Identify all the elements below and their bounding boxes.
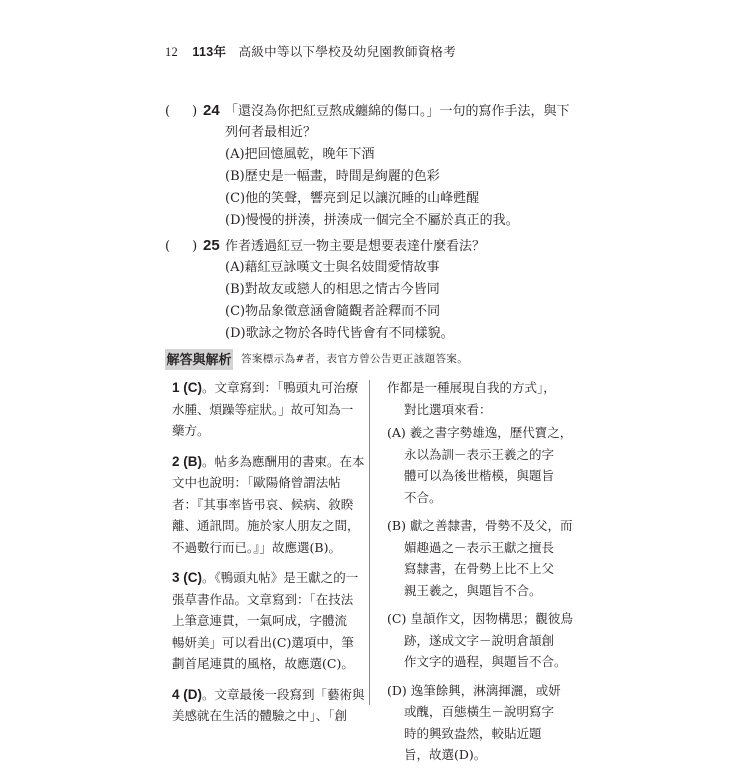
answer-text: 者：『其事率皆弔哀、候病、敘睽	[172, 496, 354, 512]
option-text: 皇頡作文，因物構思；觀彼鳥	[410, 611, 573, 626]
answer-continuation	[387, 377, 583, 420]
answer-text: 對比選項來看：	[404, 401, 492, 417]
option-label: (B)	[387, 518, 406, 533]
answer-text: 。《鴨頭丸帖》是王獻之的一	[202, 570, 359, 585]
column-divider	[369, 380, 370, 705]
option-b: (B)對故友或戀人的相思之情古今皆同	[225, 282, 440, 297]
question-stem: 「還沒為你把紅豆熬成纏綿的傷口。」一句的寫作手法，與下	[225, 104, 570, 119]
option-d: (D)歌詠之物於各時代皆會有不同樣貌。	[225, 326, 454, 341]
option-text: 時的興致盎然，較貼近題	[404, 725, 542, 741]
answer-text: 藥方。	[172, 423, 210, 438]
option-a: (A)把回憶風乾，晚年下酒	[225, 147, 375, 162]
option-text: 永以為訓－表示王羲之的字	[404, 446, 555, 462]
analysis-option-d	[387, 680, 583, 766]
question-stem-line: 列何者最相近？	[225, 125, 317, 140]
option-text: 不合。	[404, 489, 442, 505]
analysis-option-a	[387, 422, 583, 508]
answer-item	[172, 684, 365, 727]
answer-text: 水腫、煩躁等症狀。」故可知為一	[172, 401, 354, 417]
option-c: (C)他的笑聲，響亮到足以讓沉睡的山峰甦醒	[225, 191, 480, 206]
answer-text: 離、通訊問。施於家人朋友之間，	[172, 518, 360, 533]
option-b: (B)歷史是一幅畫，時間是絢麗的色彩	[225, 169, 440, 184]
answer-blank: ( )	[165, 239, 198, 254]
answer-text: 。文章寫到：「鴨頭丸可治療	[202, 380, 359, 395]
option-text: 媚趣過之－表示王獻之擅長	[404, 539, 555, 555]
option-text: 寫隸書，在骨勢上比不上父	[404, 561, 555, 576]
option-text: 或醜，百態橫生－說明寫字	[404, 704, 555, 719]
option-label: (A)	[387, 425, 406, 440]
answer-number: 1 (C)	[172, 380, 202, 395]
option-text: 跡，遂成文字－說明倉頡創	[404, 632, 555, 648]
answer-text: 劃首尾連貫的風格，故應選(C)。	[172, 656, 354, 671]
question-number: 24	[203, 102, 220, 119]
question-25	[165, 235, 585, 345]
analysis-option-c	[387, 608, 583, 673]
answers-right-column	[387, 377, 583, 773]
page-number: 12	[165, 45, 179, 59]
exam-year: 113年	[192, 45, 227, 59]
question-stem-line	[165, 100, 585, 122]
answer-number: 4 (D)	[172, 686, 202, 702]
answer-blank: ( )	[165, 104, 198, 119]
option-text: 旨，故選(D)。	[404, 747, 487, 762]
option-text: 逸筆餘興，淋漓揮灑，或妍	[410, 682, 561, 698]
option-d: (D)慢慢的拼湊，拼湊成一個完全不屬於真正的我。	[225, 213, 519, 228]
page-header	[165, 42, 456, 60]
question-stem: 作者透過紅豆一物主要是想要表達什麼看法？	[225, 239, 486, 254]
analysis-option-b	[387, 515, 583, 601]
option-text: 親王羲之，與題旨不合。	[404, 582, 542, 598]
option-text: 羲之書字勢雄逸，歷代寶之，	[409, 425, 573, 440]
question-stem-line	[165, 235, 585, 257]
answer-text: 。文章最後一段寫到「藝術與	[202, 686, 365, 702]
question-number: 25	[203, 237, 220, 254]
question-24	[165, 100, 585, 232]
option-c: (C)物品象徵意涵會隨觀者詮釋而不同	[225, 304, 441, 319]
option-label: (D)	[387, 682, 407, 698]
answers-heading: 解答與解析	[165, 349, 233, 370]
answer-text: 張草書作品。文章寫到：「在技法	[172, 591, 354, 607]
answer-text: 。帖多為應酬用的書柬。在本	[202, 453, 365, 469]
answer-text: 作都是一種展現自我的方式」，	[387, 380, 556, 395]
answers-note: 答案標示為#者，表官方曾公告更正該題答案。	[241, 353, 469, 365]
answer-text: 不過數行而已。』」故應選(B)。	[172, 539, 341, 555]
answer-text: 上筆意連貫，一氣呵成，字體流	[172, 613, 348, 628]
exam-title: 高級中等以下學校及幼兒園教師資格考	[238, 44, 457, 59]
option-text: 作文字的過程，與題旨不合。	[404, 654, 567, 669]
answer-item	[172, 451, 365, 559]
answer-number: 3 (C)	[172, 570, 202, 585]
answers-header	[165, 349, 585, 370]
answers-left-column	[172, 377, 365, 736]
option-label: (C)	[387, 611, 407, 626]
option-text: 獻之善隸書，骨勢不及父，而	[409, 518, 573, 533]
answer-item	[172, 377, 359, 442]
answer-number: 2 (B)	[172, 453, 202, 469]
answer-text: 美感就在生活的體驗之中」、「創	[172, 708, 348, 723]
answer-item	[172, 567, 359, 675]
option-a: (A)藉紅豆詠嘆文士與名妓間愛情故事	[225, 260, 440, 275]
answer-text: 文中也說明：「歐陽脩曾謂法帖	[172, 475, 341, 490]
answer-text: 暢妍美」可以看出(C)選項中，筆	[172, 634, 354, 650]
option-text: 體可以為後世楷模，與題旨	[404, 468, 555, 483]
